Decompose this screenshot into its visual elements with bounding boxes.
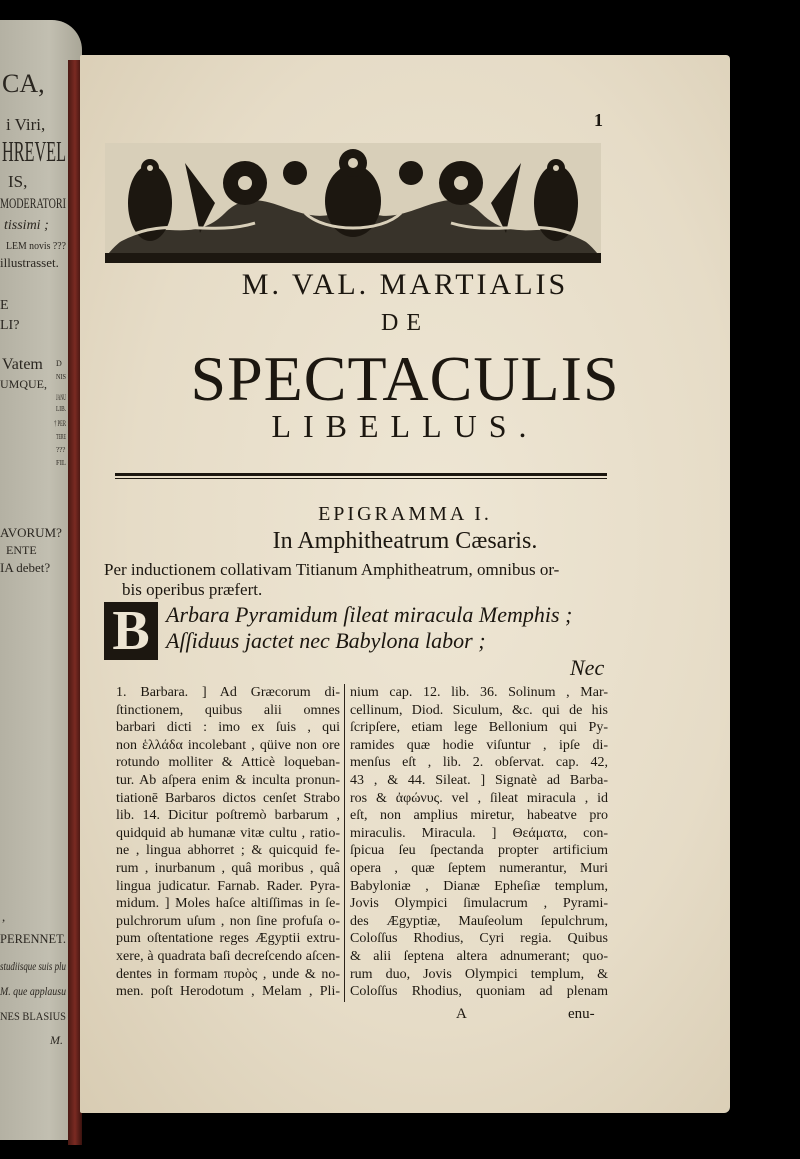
left-fragment: illustrasset. bbox=[0, 255, 59, 270]
footnote-line: barbari dicti : imo ex ſuis , qui bbox=[116, 720, 340, 736]
left-fragment: LEM novis ??? bbox=[6, 240, 66, 252]
left-fragment: HREVEL bbox=[2, 137, 66, 168]
footnote-line: xere, à quadrata baſi decreſcendo aſcen- bbox=[116, 948, 340, 964]
title-rule bbox=[115, 473, 607, 476]
left-fragment: NES BLASIUS bbox=[0, 1009, 66, 1023]
footnote-line: ne , lingua abhorret ; & quicquid fe- bbox=[116, 843, 340, 859]
left-fragment: tissimi ; bbox=[4, 218, 49, 233]
left-fragment: MODERATORI bbox=[0, 196, 66, 212]
footnote-column-left bbox=[116, 684, 340, 1001]
footnote-line: lib. 14. Dicitur poſtremò barbarum , bbox=[116, 808, 340, 824]
footnote-column-right bbox=[350, 684, 608, 1001]
footnote-line: pulchrorum uſum , non ſine profuſa o- bbox=[116, 913, 340, 929]
footnote-line: midum. ] Moles haſce altiſſimas in ſe- bbox=[116, 896, 340, 912]
left-fragment: † PER bbox=[54, 419, 66, 428]
footnote-line: Coloſſus Rhodius, quoniam ad plenam bbox=[350, 984, 608, 1000]
footnote-line: ſpicua ſeu ſpectanda propter artificium bbox=[350, 843, 608, 859]
drop-cap-initial: B bbox=[104, 602, 158, 660]
epigram-title: In Amphitheatrum Cæsaris. bbox=[272, 528, 538, 554]
footnote-line: 43 , & 44. Sileat. ] Signatè ad Barba- bbox=[350, 772, 608, 788]
title-de: DE bbox=[381, 310, 429, 336]
left-fragment: AVORUM? bbox=[0, 525, 62, 540]
column-divider bbox=[344, 684, 345, 1002]
footnote-line: quidquid ab humanæ vitæ cultu , ratio- bbox=[116, 825, 340, 841]
footnote-line: ſtinctionem, quibus alii omnes bbox=[116, 702, 340, 718]
left-fragment: JANU bbox=[56, 393, 66, 402]
epigram-argument-line: bis operibus præfert. bbox=[122, 580, 263, 599]
left-fragment: FIL bbox=[56, 459, 66, 467]
left-fragment: E bbox=[0, 298, 9, 313]
footnote-line: ros & ἀφώνυς. vel , ſileat miracula , id bbox=[350, 790, 608, 806]
footnote-line: 1. Barbara. ] Ad Græcorum di- bbox=[116, 685, 340, 700]
left-fragment: , bbox=[2, 909, 6, 924]
footnote-line: lingua judicatur. Farnab. Rader. Pyra- bbox=[116, 878, 340, 894]
footnote-line: rum , inurbanum , quâ moribus , quâ bbox=[116, 860, 340, 876]
signature-mark: A bbox=[456, 1006, 467, 1022]
title-rule-thin bbox=[115, 478, 607, 479]
footnote-line: tur. Ab aſpera enim & inculta pronun- bbox=[116, 772, 340, 788]
footnote-line: tiationē Barbaros dictos cenſet Strabo bbox=[116, 790, 340, 806]
footnote-line: men. poſt Herodotum , Melam , Pli- bbox=[116, 984, 340, 1000]
footnote-line: eſt, non amplius miretur, habeatve pro bbox=[350, 808, 608, 824]
left-fragment: Vatem bbox=[2, 356, 43, 373]
left-fragment: LI? bbox=[0, 318, 20, 333]
left-fragment: CA, bbox=[2, 69, 45, 98]
footnote-line: cellinum, Diod. Siculum, &c. qui de his bbox=[350, 702, 608, 718]
catchword: Nec bbox=[570, 655, 605, 680]
footnote-line: ſcripſere, etiam lege Bellonium qui Py- bbox=[350, 720, 608, 736]
left-fragment: UMQUE, bbox=[0, 377, 47, 391]
verse-line: Arbara Pyramidum ſileat miracula Memphis ; bbox=[166, 602, 573, 627]
woodcut-ornament-headpiece bbox=[105, 143, 601, 263]
title-main: SPECTACULIS bbox=[190, 343, 620, 414]
epigram-heading: EPIGRAMMA I. bbox=[318, 503, 492, 525]
left-fragment: TERE bbox=[56, 433, 66, 441]
left-fragment: IA debet? bbox=[0, 560, 51, 575]
footnote-catchword: enu- bbox=[568, 1006, 595, 1022]
footnote-line: non ἑλλάδα incolebant , qüive non ore bbox=[116, 737, 340, 753]
left-fragment: IS, bbox=[8, 172, 28, 191]
footnote-line: Jovis Olympici ſimulacrum , Pyrami- bbox=[350, 896, 608, 912]
footnote-line: Babyloniæ , Dianæ Epheſiæ templum, bbox=[350, 878, 608, 894]
footnote-line: pum oſtentatione reges Ægyptii extru- bbox=[116, 931, 340, 947]
left-fragment: NIS bbox=[56, 373, 66, 381]
epigram-argument-line: Per inductionem collativam Titianum Amphitheatrum, omnibus or- bbox=[104, 560, 560, 579]
footnote-line: opera , quæ ſeptem numerantur, Muri bbox=[350, 860, 608, 876]
footnote-line: ramides quæ hodie viſuntur , ipſe di- bbox=[350, 737, 608, 753]
title-libellus: LIBELLUS. bbox=[271, 408, 539, 444]
left-fragment: PERENNET. bbox=[0, 931, 66, 946]
left-fragment: studiisque suis plu bbox=[0, 959, 66, 973]
left-fragment: LIB. bbox=[56, 405, 66, 413]
left-fragment: M. que applausu bbox=[0, 984, 66, 998]
footnote-line: des Ægyptiæ, Mauſeolum ſepulchrum, bbox=[350, 913, 608, 929]
footnote-line: rotundo molliter & Atticè loqueban- bbox=[116, 755, 340, 771]
footnote-line: menſus eſt , lib. 2. obſervat. cap. 42, bbox=[350, 755, 608, 771]
left-fragment: M. bbox=[50, 1033, 63, 1047]
verse-line: Aſſiduus jactet nec Babylona labor ; bbox=[166, 628, 486, 653]
footnote-line: dentes in formam πυρὸς , unde & no- bbox=[116, 966, 340, 982]
left-fragment: ??? bbox=[56, 446, 66, 454]
footnote-line: rum duo, Jovis Olympici templum, & bbox=[350, 966, 608, 982]
left-fragment: D bbox=[56, 359, 62, 368]
title-author: M. VAL. MARTIALIS bbox=[241, 268, 569, 301]
left-fragment: ENTE bbox=[6, 543, 37, 557]
left-fragment: i Viri, bbox=[6, 115, 46, 134]
footnote-line: nium cap. 12. lib. 36. Solinum , Mar- bbox=[350, 685, 608, 700]
footnote-line: & alii ſeptena altera adnumerant; quo- bbox=[350, 948, 608, 964]
footnote-line: miraculis. Miracula. ] Θεάματα, con- bbox=[350, 825, 608, 841]
footnote-line: Coloſſus Rhodius, Cyri regia. Quibus bbox=[350, 931, 608, 947]
page-number: 1 bbox=[594, 110, 603, 130]
